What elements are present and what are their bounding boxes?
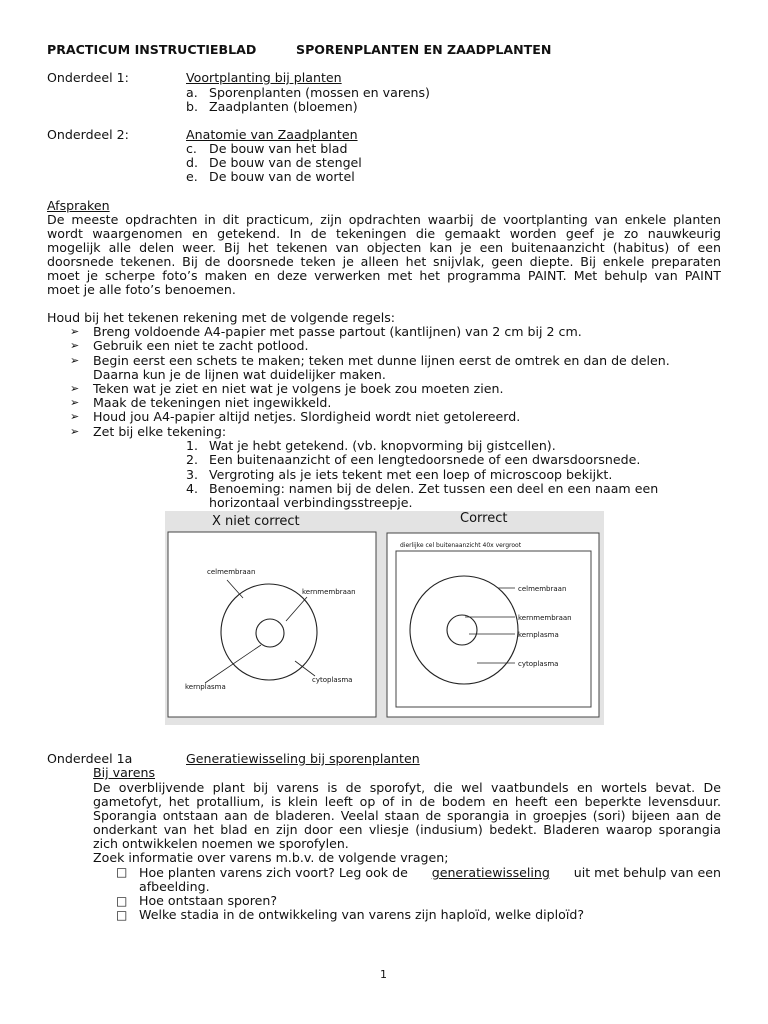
correct-caption: dierlijke cel buitenaanzicht 40x vergroot (400, 542, 522, 549)
wrong-label: kernplasma (185, 683, 226, 691)
question-text: Hoe ontstaan sporen? (139, 893, 278, 908)
correct-label: kernplasma (518, 631, 559, 639)
part2-label: Onderdeel 2: (47, 127, 129, 142)
part2-item-marker: e. (186, 169, 198, 184)
rule-bullet-text: Houd jou A4-papier altijd netjes. Slordigheid wordt niet getolereerd. (93, 409, 521, 424)
part2-title: Anatomie van Zaadplanten (186, 127, 358, 142)
arrow-bullet-icon: ➢ (70, 354, 80, 367)
question-text: Hoe planten varens zich voort? Leg ook de (139, 865, 408, 880)
checkbox-square-icon: □ (116, 908, 128, 922)
arrow-bullet-icon: ➢ (70, 325, 80, 338)
rule-bullet-text: Maak de tekeningen niet ingewikkeld. (93, 395, 332, 410)
numbered-marker: 2. (186, 452, 199, 467)
rule-bullet-text: Gebruik een niet te zacht potlood. (93, 338, 309, 353)
numbered-marker: 4. (186, 481, 199, 496)
part1a-line: gametofyt, het protallium, is klein leeft op of in de bodem en heeft een beperkte levensduur. (93, 794, 721, 809)
arrow-bullet-icon: ➢ (70, 425, 80, 438)
rules-intro: Houd bij het tekenen rekening met de volgende regels: (47, 310, 396, 325)
drawing-example-figure (165, 511, 604, 725)
numbered-marker: 1. (186, 438, 199, 453)
rule-bullet-text: Teken wat je ziet en niet wat je volgens je boek zou moeten zien. (93, 381, 504, 396)
part1a-subheading: Bij varens (93, 765, 156, 780)
afspraken-line: moet je alle foto’s benoemen. (47, 282, 236, 297)
rule-bullet-text: Zet bij elke tekening: (93, 424, 227, 439)
drawing-example-svg (165, 511, 604, 725)
question-keyword: generatiewisseling (431, 865, 550, 880)
wrong-label: kernmembraan (302, 588, 356, 596)
afspraken-line: De meeste opdrachten in dit practicum, zijn opdrachten waarbij de voortplanting van enkele planten (47, 212, 721, 227)
part1a-line: Sporangia ontstaan aan de bladeren. Veelal staan de sporangia in groepjes (sori) bijeen aan de (93, 808, 721, 823)
afspraken-line: mogelijk alle delen weer. Bij het tekenen van objecten kan je een buitenaanzicht (habitus) of een (47, 240, 721, 255)
part1-item-marker: b. (186, 99, 198, 114)
wrong-label: cytoplasma (312, 676, 353, 684)
part1-item-text: Zaadplanten (bloemen) (209, 99, 358, 114)
wrong-label: celmembraan (207, 568, 256, 576)
doc-header-left: PRACTICUM INSTRUCTIEBLAD (47, 42, 257, 57)
correct-panel-outer (387, 533, 599, 717)
part1a-line: Zoek informatie over varens m.b.v. de volgende vragen; (93, 850, 449, 865)
correct-label: celmembraan (518, 585, 567, 593)
part1a-title: Generatiewisseling bij sporenplanten (186, 751, 420, 766)
numbered-text: Wat je hebt getekend. (vb. knopvorming bij gistcellen). (209, 438, 556, 453)
doc-header-right: SPORENPLANTEN EN ZAADPLANTEN (296, 42, 552, 57)
question-line (139, 866, 721, 880)
rule-bullet-text: Breng voldoende A4-papier met passe partout (kantlijnen) van 2 cm bij 2 cm. (93, 324, 582, 339)
question-text: uit met behulp van een (573, 865, 721, 880)
numbered-text: Vergroting als je iets tekent met een loep of microscoop bekijkt. (209, 467, 613, 482)
afspraken-line: moet je scherpe foto’s maken en deze verwerken met het programma PAINT. Met behulp van PAINT (47, 268, 721, 283)
correct-label: kernmembraan (518, 614, 572, 622)
page-number: 1 (380, 968, 387, 981)
part1-label: Onderdeel 1: (47, 70, 129, 85)
correct-label: cytoplasma (518, 660, 559, 668)
part1-item-text: Sporenplanten (mossen en varens) (209, 85, 430, 100)
question-continuation: afbeelding. (139, 879, 210, 894)
part1-item-marker: a. (186, 85, 198, 100)
numbered-text: Een buitenaanzicht of een lengtedoorsnede of een dwarsdoorsnede. (209, 452, 641, 467)
part1a-line: onderkant van het blad en zijn door een vliesje (indusium) bedekt. Bladeren waarop sporangia (93, 822, 721, 837)
rule-bullet-text: Begin eerst een schets te maken; teken met dunne lijnen eerst de omtrek en dan de delen. (93, 353, 670, 368)
question-text: Welke stadia in de ontwikkeling van varens zijn haploïd, welke diploïd? (139, 907, 585, 922)
afspraken-line: doorsnede tekenen. Bij de doorsnede teken je alleen het snijvlak, geen diepte. Bij enkele preparaten (47, 254, 721, 269)
numbered-text: Benoeming: namen bij de delen. Zet tussen een deel en een naam een (209, 481, 659, 496)
arrow-bullet-icon: ➢ (70, 396, 80, 409)
part2-item-text: De bouw van de wortel (209, 169, 355, 184)
afspraken-line: wordt waargenomen en getekend. In de tekeningen die gemaakt worden geef je zo nauwkeurig (47, 226, 721, 241)
correct-title: Correct (460, 511, 508, 526)
part1-title: Voortplanting bij planten (186, 70, 342, 85)
afspraken-heading: Afspraken (47, 198, 110, 213)
checkbox-square-icon: □ (116, 865, 128, 879)
arrow-bullet-icon: ➢ (70, 339, 80, 352)
numbered-continuation: horizontaal verbindingsstreepje. (209, 495, 413, 510)
wrong-title: X niet correct (212, 514, 300, 529)
part1a-line: zich ontwikkelen noemen we sporofylen. (93, 836, 349, 851)
checkbox-square-icon: □ (116, 894, 128, 908)
part2-item-marker: d. (186, 155, 198, 170)
part2-item-text: De bouw van het blad (209, 141, 348, 156)
numbered-marker: 3. (186, 467, 199, 482)
part1a-line: De overblijvende plant bij varens is de sporofyt, die wel vaatbundels en wortels bevat. De (93, 780, 721, 795)
part2-item-marker: c. (186, 141, 197, 156)
part2-item-text: De bouw van de stengel (209, 155, 362, 170)
arrow-bullet-icon: ➢ (70, 382, 80, 395)
rule-bullet-continuation: Daarna kun je de lijnen wat duidelijker maken. (93, 367, 386, 382)
part1a-label: Onderdeel 1a (47, 751, 133, 766)
arrow-bullet-icon: ➢ (70, 410, 80, 423)
